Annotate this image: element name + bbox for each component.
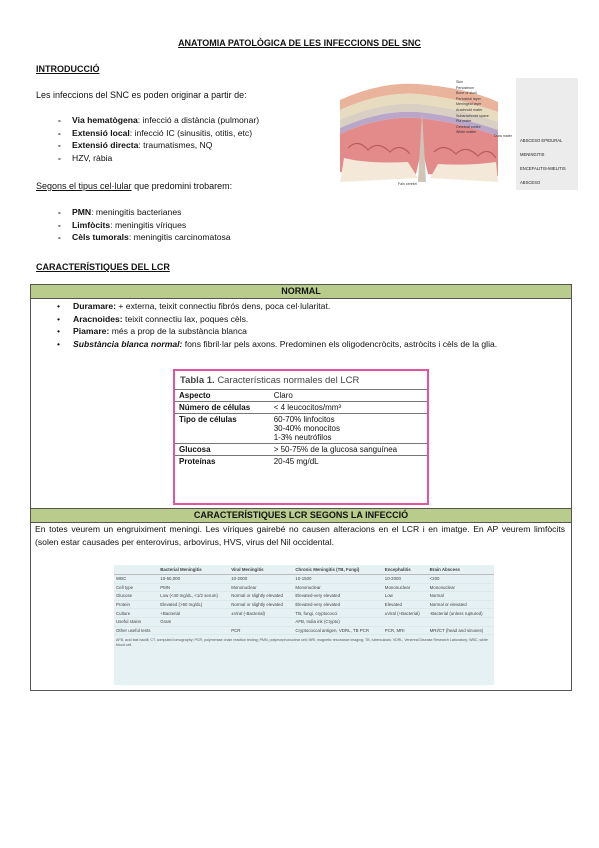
table-row: Aspecto Claro	[175, 390, 427, 402]
list-item: - Via hematògena: infecció a distància (pulmonar)	[58, 114, 259, 127]
table1-title: Tabla 1. Características normales del LCR	[180, 375, 360, 386]
normal-list	[31, 300, 571, 350]
table-row: WBC 10-50,000 10-2000 10-1500 10-2000 <200	[114, 575, 494, 584]
infection-text: En totes veurem un engruiximent meningi. Les víriques gairebé no causen alteracions en el LCR i en imatge. En AP veurem limfòcits (solen estar causades per enterovirus, arbovirus, HVS, virus del Nil occidental.	[35, 524, 565, 547]
normal-csf-table	[173, 369, 429, 505]
table-row: Glucose Low (<40 mg/dL, <1/2 serum) Normal or slightly elevated Elevated-very elevated Low Normal	[114, 592, 494, 601]
table-header-row: Bacterial Meningitis Viral Meningitis Chronic Meningitis (TB, Fungi) Encephalitis Brain Abscess	[114, 565, 494, 575]
table2-footnote: AFB, acid fast bacilli; CT, computed tomography; PCR, polymerase chain reaction testing; PMN, polymorphonuclear cell; MRI, magnetic resonance imaging; TB, tuberculosis; VDRL, Venereal Disease Research Laboratory; WBC, white blood cell.	[116, 638, 488, 648]
figure-left-labels: Skin Periosteum Bone of skull Periosteal layer Meningeal layer Arachnoid mater Subarachnoid space Pia mater Cerebral cortex White matter	[456, 80, 489, 135]
list-item: • Substància blanca normal: fons fibril·lar pels axons. Predominen els oligodencròcits, astròcits i cèls de la glia.	[31, 338, 571, 351]
table-row: Glucosa > 50-75% de la glucosa sanguínea	[175, 444, 427, 456]
intro-text: Les infeccions del SNC es poden originar a partir de:	[36, 90, 247, 100]
list-item: • Piamare: més a prop de la substància blanca	[31, 325, 571, 338]
list-item: - HZV, ràbia	[58, 152, 259, 165]
list-item: • Duramare: + externa, teixit connectiu fibrós dens, poca cel·lularitat.	[31, 300, 571, 313]
table-row: Cell type PMN Mononuclear Mononuclear Mononuclear Mononuclear	[114, 583, 494, 592]
page-title: ANATOMIA PATOLÒGICA DE LES INFECCIONS DEL SNC	[178, 38, 421, 48]
dura-bracket-label: Dura mater	[494, 134, 512, 138]
table-row: Culture +Bacterial ±Viral (-Bacterial) TB, fungi, cryptococci ±Viral (+Bacterial) -Bacterial (unless ruptured)	[114, 609, 494, 618]
table-row: Protein Elevated (>50 mg/dL) Normal or slightly elevated Elevated-very elevated Elevated Normal or elevated	[114, 600, 494, 609]
table-row: Useful stains Gram AFB, India ink (Crypto)	[114, 617, 494, 626]
table-row: Tipo de células 60-70% linfocitos 30-40% monocitos 1-3% neutrófilos	[175, 414, 427, 444]
list-item: - Limfòcits: meningitis víriques	[58, 219, 231, 232]
infection-header: CARACTERÍSTIQUES LCR SEGONS LA INFECCIÓ	[31, 508, 571, 523]
meninges-figure	[338, 78, 578, 190]
table-row: Other useful tests PCR Cryptococcal antigen, VDRL, TB PCR PCR, MRI MRI/CT (head and sinuses)	[114, 626, 494, 635]
csf-by-infection-table	[114, 565, 494, 685]
list-item: - Extensió directa: traumatismes, NQ	[58, 139, 259, 152]
list-item: - PMN: meningitis bacterianes	[58, 206, 231, 219]
lcr-heading: CARACTERÍSTIQUES DEL LCR	[36, 262, 170, 272]
table-row: Número de células < 4 leucocitos/mm³	[175, 402, 427, 414]
figure-right-labels: ABSCESO EPIDURAL MENINGITIS ENCEFALITIS-MIELITIS ABSCESO	[520, 138, 566, 185]
list-item: - Extensió local: infecció IC (sinusitis, otitis, etc)	[58, 127, 259, 140]
table-row: Proteínas 20-45 mg/dL	[175, 456, 427, 468]
cell-types-list	[58, 206, 231, 244]
lcr-table-box	[30, 284, 572, 691]
list-item: - Cèls tumorals: meningitis carcinomatosa	[58, 231, 231, 244]
cell-type-intro: Segons el tipus cel·lular que predomini trobarem:	[36, 181, 233, 191]
falx-label: Falx cerebri	[398, 182, 417, 186]
normal-header: NORMAL	[31, 285, 571, 299]
list-item: • Aracnoides: teixit connectiu lax, poques cèls.	[31, 313, 571, 326]
intro-heading: INTRODUCCIÓ	[36, 64, 100, 74]
routes-list	[58, 114, 259, 164]
